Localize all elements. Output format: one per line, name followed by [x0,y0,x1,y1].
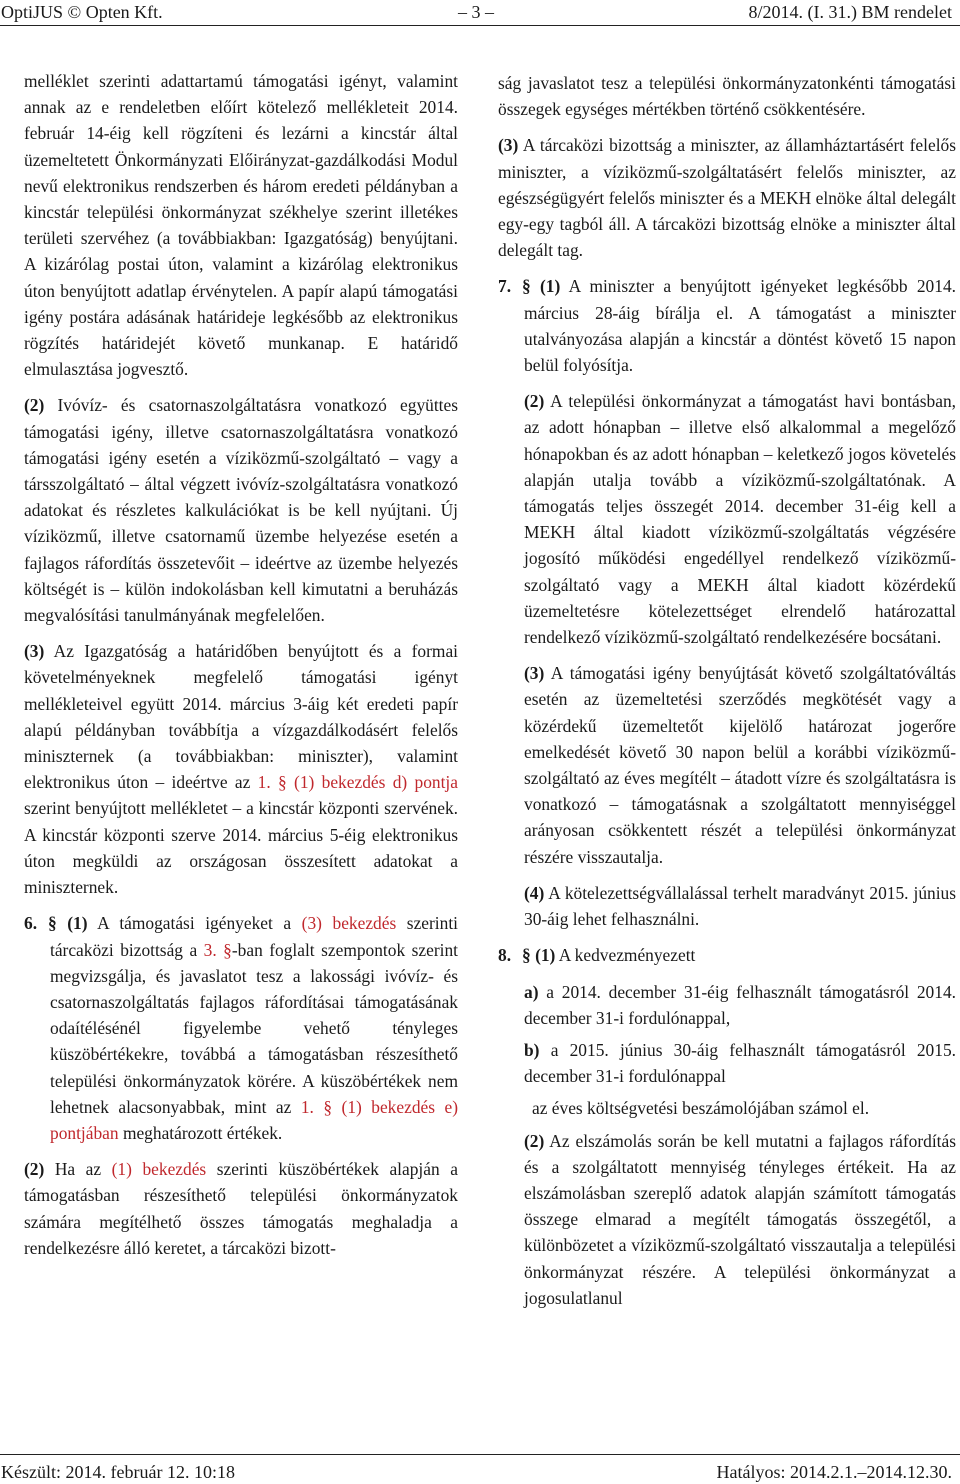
section-7-paragraph-4 [524,880,956,932]
paragraph-label: (2) [524,391,545,412]
paragraph-text: meghatározott értékek. [122,1122,283,1143]
paragraph-text: szerint benyújtott mellékletet – a kincstár központi szervének. A kincstár központi szerve 2014. március 5-éig elektronikus úton megküldi az országosan összesített adatokat a miniszternek. [24,798,458,898]
section-7-paragraph-3 [524,660,956,870]
paragraph-text: szerinti küszöbértékek alapján a támogatásban részesíthető települési önkormányzatok számára megítélhető összes támogatás meghaladja a rendelkezésre álló keretet, a tárcaközi bizott- [24,1159,458,1258]
paragraph-label: (1) [535,945,556,966]
header-page-number: – 3 – [458,2,494,22]
paragraph-label: (2) [524,1130,545,1151]
header-publisher: OptiJUS © Opten Kft. [1,2,163,22]
section-number: 6. [24,913,38,934]
section-sign: § [48,913,57,934]
section-7-paragraph-1 [498,273,956,378]
cross-reference-link[interactable]: 1. § (1) bekezdés e) pontjában [50,1096,458,1143]
footer-rule [0,1454,960,1455]
paragraph-text: A kötelezettségvállalással terhelt maradványt 2015. június 30-áig lehet felhasználni. [524,882,956,930]
section-sign: § [522,276,531,297]
section-6-paragraph-3 [498,132,956,263]
left-paragraph-continuation: melléklet szerinti adattartamú támogatási igényt, valamint annak az e rendeletben előírt kötelező mellékleteit 2014. február 14-éig kell rögzíteni és lezárni a kincstár által üzemeltetett Önkormányzati Előirányzat-gazdálkodási Modul nevű elektronikus rendszerben és három eredeti példányban a kincstár települési önkormányzat székhelye szerint illetékes területi szervéhez (a továbbiakban: Igazgatóság) benyújtani. A kizárólag postai úton, valamint a kizárólag elektronikus úton benyújtott adatlap érvénytelen. A papír alapú támogatási igény postára adásának határideje legkésőbb az elektronikus rögzítés határidejét követő munkanap. E határidő elmulasztása jogvesztő. [24,71,458,380]
header-rule [0,25,960,26]
paragraph-label: (3) [24,641,45,662]
left-paragraph-2 [24,392,458,628]
section-number: 7. [498,276,512,297]
right-column [498,70,956,1321]
cross-reference-link[interactable]: 3. § [203,939,232,960]
right-paragraph-continuation: ság javaslatot tesz a települési önkormányzatonkénti támogatási összegek egységes mértékben történő csökkentésére. [498,73,956,120]
point-text: a 2015. június 30-áig felhasznált támogatásról 2015. december 31-i fordulónappal [524,1039,956,1087]
paragraph-text: A támogatási igény benyújtását követő szolgáltatóváltás esetén az üzemeltetési szerződés megkötését vagy a közérdekű üzemeltetőt kijelölő határozat jogerőre emelkedését követő 30 napon belül a korábbi víziközmű- szolgáltató az éves megítélt – átadott vízre és szolgáltatásra is vonatkozó – támogatásnak a szolgáltatott mennyiséggel arányosan csökkentett részét a települési önkormányzat részére visszautalja. [524,663,956,867]
header-doc-ref: 8/2014. (I. 31.) BM rendelet [748,2,952,22]
paragraph-text: Ivóvíz- és csatornaszolgáltatásra vonatkozó együttes támogatási igény, illetve csatornaszolgáltatásra vonatkozó támogatási igény esetén a víziközmű-szolgáltató – vagy a társszolgáltató – által végzett ivóvíz-szolgáltatásra vonatkozó adatokat és részletes kalkulációkat is be kell nyújtani. Új víziközmű, illetve csatornamű üzembe helyezése esetén a fajlagos ráfordítás összetevőit – ideértve az üzembe helyezés költségét is – külön indokolásban kell kimutatni a beruházás megvalósítási tanulmányának megfelelően. [24,395,458,626]
cross-reference-link[interactable]: (1) bekezdés [111,1159,207,1180]
section-8-point-list [524,979,956,1122]
section-8-paragraph-1 [498,942,956,968]
page-header [0,0,960,26]
footer-created: Készült: 2014. február 12. 10:18 [1,1462,235,1482]
paragraph-text: Az elszámolás során be kell mutatni a fajlagos ráfordítás és a szolgáltatott mennyiség tényleges értékeit. Ha az elszámolásban szereplő adatok alapján számított támogatás összege elmarad a megítélt támogatás összegétől, a különbözetet a víziközmű-szolgáltató visszautalja a települési önkormányzat részére. A települési önkormányzat a jogosulatlanul [524,1130,956,1308]
paragraph-text: A támogatási igényeket a [97,913,292,934]
left-column [24,68,458,1271]
paragraph-label: (2) [24,395,45,416]
section-sign: § [522,945,531,966]
point-list-closing: az éves költségvetési beszámolójában számol el. [532,1098,870,1119]
section-7-paragraph-2 [524,388,956,650]
point-label: a) [524,981,539,1002]
paragraph-text: -ban foglalt szempontok szerint megvizsgálja, és javaslatot tesz a lakossági ivóvíz- és csatornaszolgáltatás fajlagos ráfordításai támogatásának odaítélésénél figyelembe vehető tényleges küszöbértékekre, továbbá a támogatásban részesíthető települési önkormányzatok körére. A küszöbértékek nem lehetnek alacsonyabbak, mint az [50,939,458,1117]
paragraph-label: (4) [524,882,545,903]
section-6-paragraph-2 [24,1156,458,1261]
point-label: b) [524,1039,540,1060]
paragraph-label: (1) [67,913,88,934]
paragraph-label: (2) [24,1159,45,1180]
list-item [524,1037,956,1089]
paragraph-text: A települési önkormányzat a támogatást havi bontásban, az adott hónapban – illetve első alkalommal a megelőző hónapokban és az adott hónapban – keletkező jogos követelés alapján utalja tovább a víziközmű-szolgáltatónak. A támogatás teljes összegét 2014. december 31-éig kell a MEKH által kiadott víziközmű-szolgáltatás végzésére jogosító működési engedéllyel rendelkező víziközmű-szolgáltató vagy a MEKH által kiadott közérdekű üzemeltetésre kötelezettséget elrendelő határozattal rendelkező víziközmű-szolgáltató rendelkezésére bocsátani. [524,391,957,648]
paragraph-text: A miniszter a benyújtott igényeket legkésőbb 2014. március 28-áig bírálja el. A támogatást a miniszter utalványozása alapján a kincstár a döntést követő 15 napon belül folyósítja. [524,276,956,376]
left-paragraph-3 [24,638,458,900]
section-6-paragraph-1 [24,910,458,1146]
paragraph-text: szerinti tárcaközi bizottság a [50,913,458,960]
paragraph-text: Ha az [54,1159,102,1180]
cross-reference-link[interactable]: (3) bekezdés [301,913,397,934]
section-number: 8. [498,945,512,966]
list-item [524,979,956,1031]
cross-reference-link[interactable]: 1. § (1) bekezdés d) pontja [257,772,458,793]
paragraph-text: A tárcaközi bizottság a miniszter, az államháztartásért felelős miniszter, a víziközmű-szolgáltatásért felelős miniszter, az egészségügyért felelős miniszter és a MEKH elnöke által delegált egy-egy tagból áll. A tárcaközi bizottság elnöke a miniszter által delegált tag. [498,135,956,261]
paragraph-text: Az Igazgatóság a határidőben benyújtott és a formai követelményeknek megfelelő támogatási igényt mellékleteivel együtt 2014. március 3-áig két eredeti papír alapú példányban továbbítja a vízgazdálkodásért felelős miniszternek (a továbbiakban: miniszter), valamint elektronikus úton – ideértve az [24,641,459,793]
paragraph-text: A kedvezményezett [558,945,696,966]
point-text: a 2014. december 31-éig felhasznált támogatásról 2014. december 31-i fordulónappal, [524,981,956,1028]
paragraph-label: (3) [524,663,545,684]
paragraph-label: (1) [539,276,561,297]
page-footer [0,1454,960,1484]
footer-effective: Hatályos: 2014.2.1.–2014.12.30. [716,1462,952,1482]
paragraph-label: (3) [498,135,519,156]
section-8-paragraph-2 [524,1128,956,1311]
